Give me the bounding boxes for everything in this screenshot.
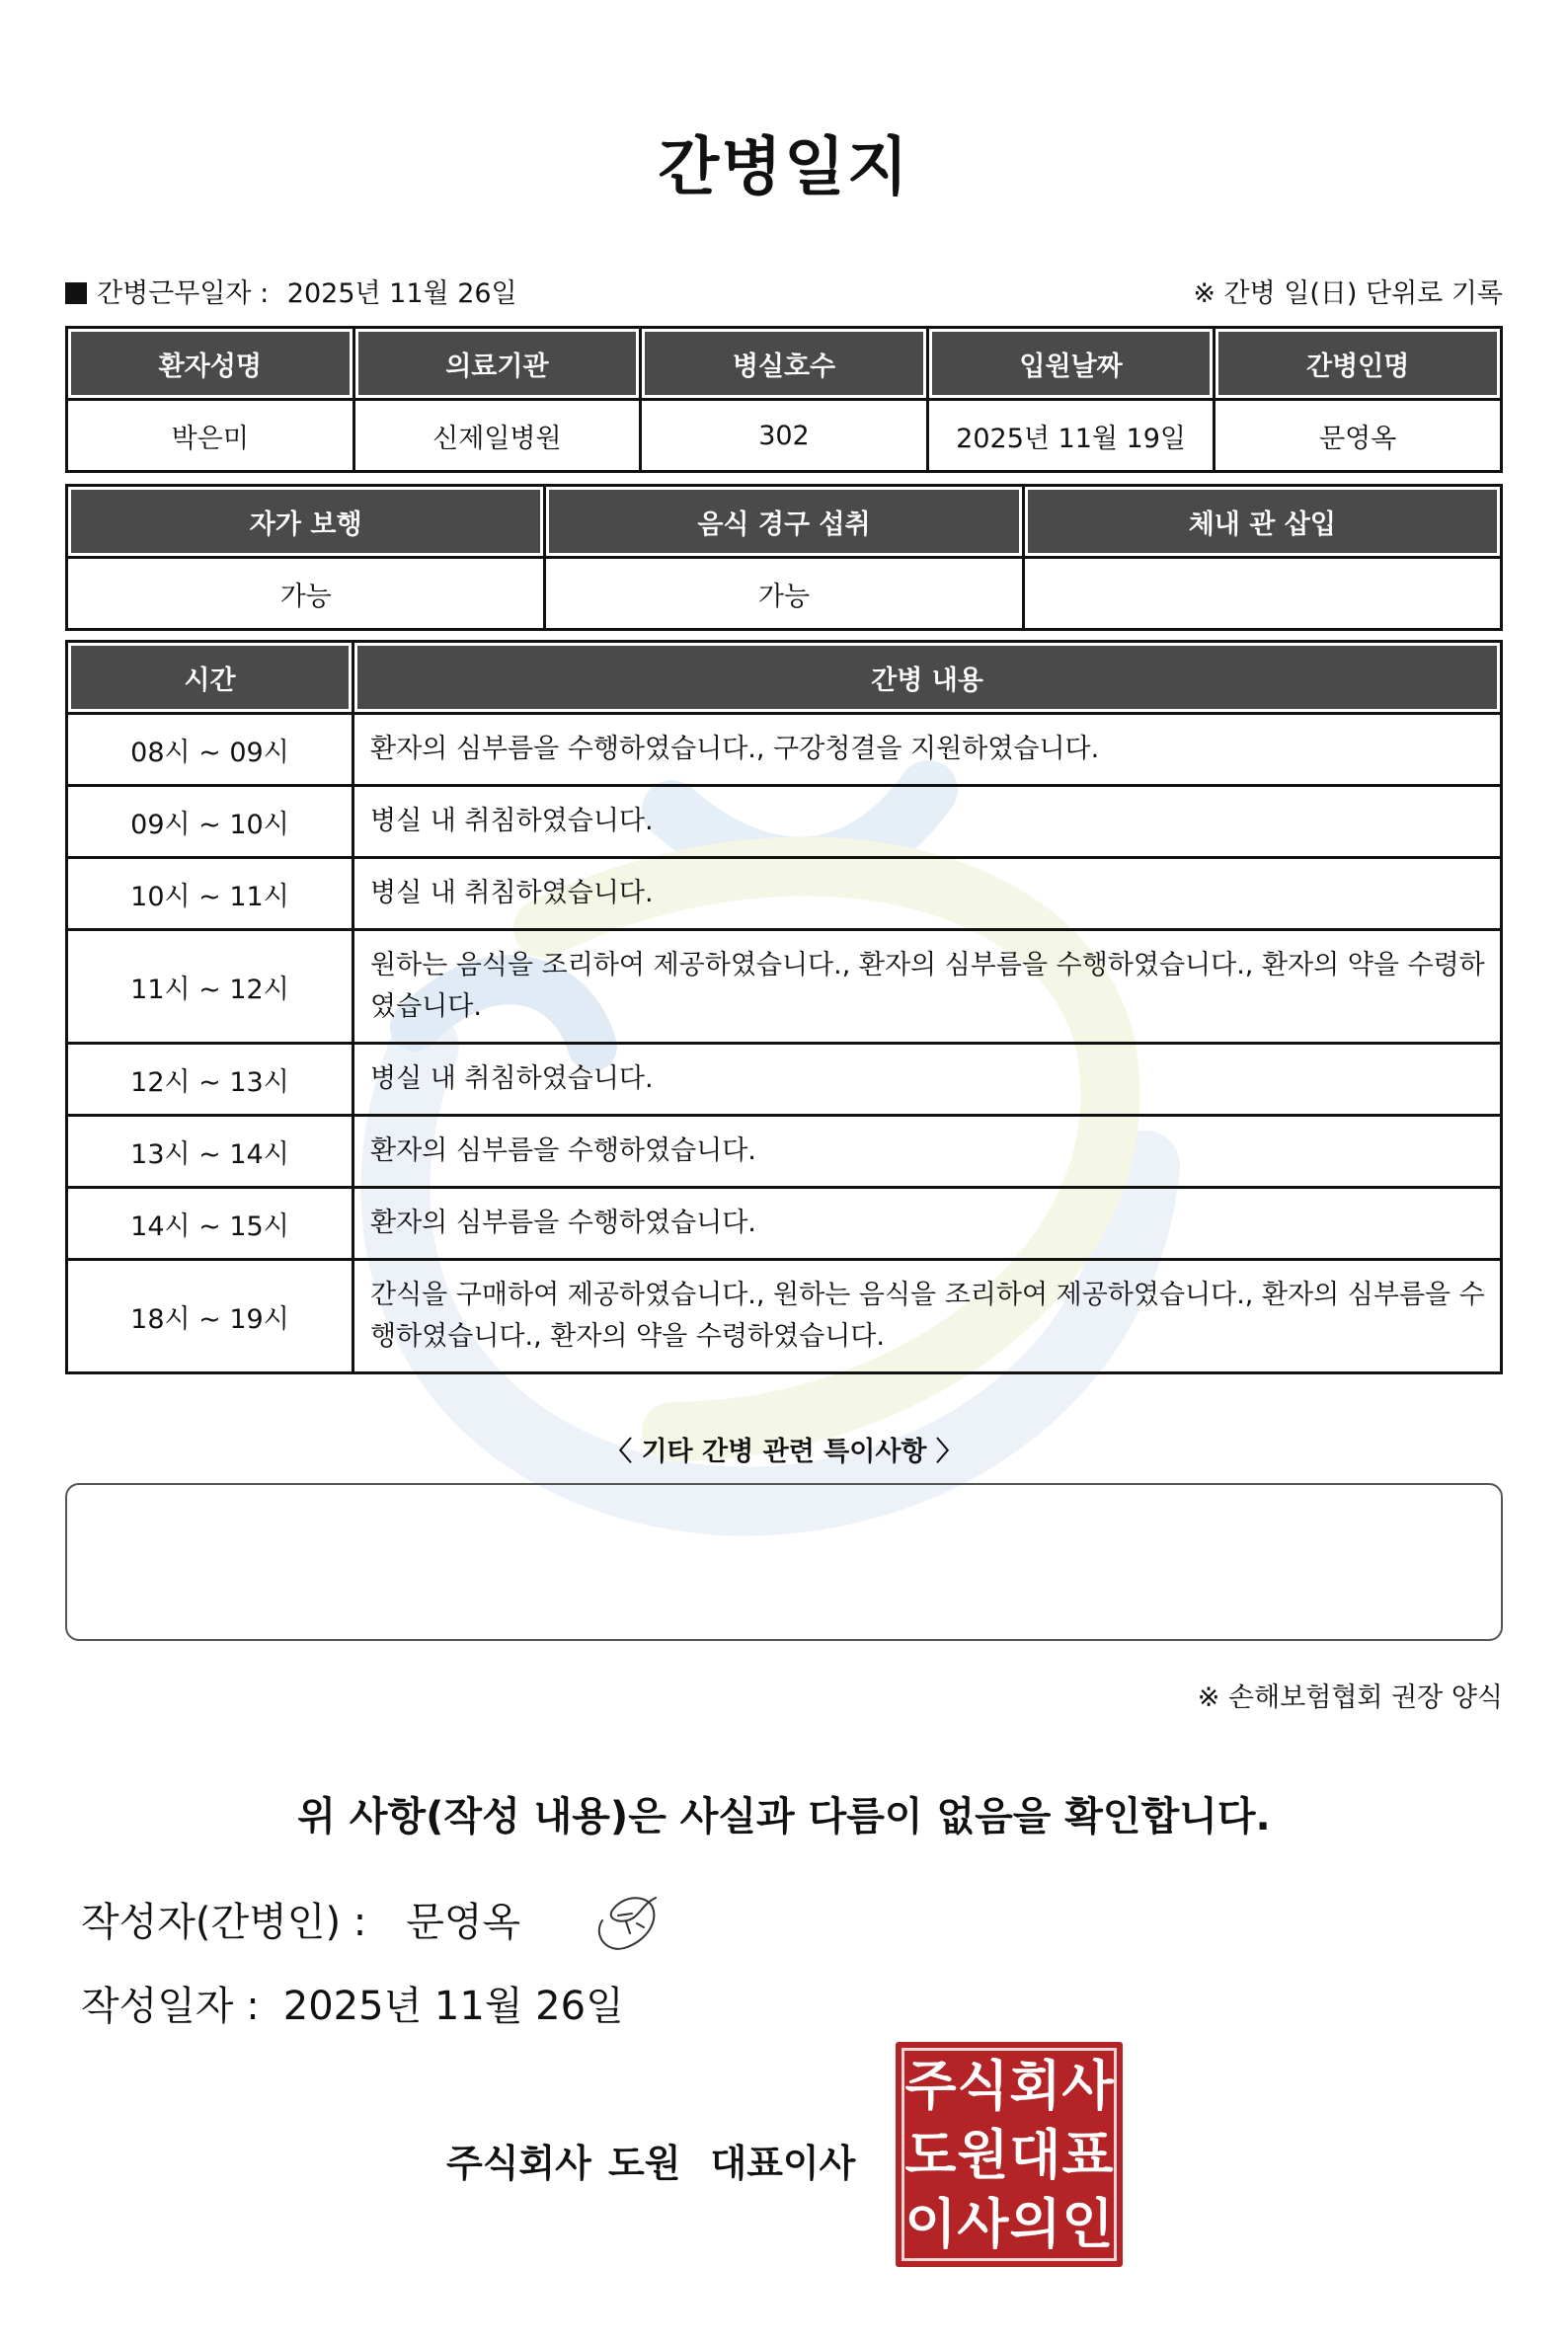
handwritten-signature bbox=[583, 1876, 671, 1965]
oral-intake-value: 가능 bbox=[545, 558, 1023, 630]
header-patient-name: 환자성명 bbox=[67, 328, 354, 400]
care-content: 병실 내 취침하였습니다. bbox=[353, 1044, 1502, 1116]
care-content: 병실 내 취침하였습니다. bbox=[353, 858, 1502, 930]
company-seal-stamp: 주 식 회 사 도 원 대 표 이 사 의 인 bbox=[896, 2042, 1123, 2267]
table-row bbox=[67, 1044, 1502, 1116]
hospital-name: 신제일병원 bbox=[353, 400, 641, 472]
form-source-note: ※ 손해보험협회 권장 양식 bbox=[1197, 1682, 1503, 1713]
tube-insertion-value bbox=[1023, 558, 1501, 630]
table-row bbox=[67, 1260, 1502, 1373]
work-date-label: 간병근무일자 bbox=[97, 278, 252, 309]
remarks-title: 〈 기타 간병 관련 특이사항 〉 bbox=[605, 1437, 963, 1467]
care-content: 원하는 음식을 조리하여 제공하였습니다., 환자의 심부름을 수행하였습니다., 환자의 약을 수령하였습니다. bbox=[353, 930, 1502, 1044]
header-self-walking: 자가 보행 bbox=[67, 486, 545, 558]
remarks-box bbox=[65, 1483, 1503, 1641]
table-row bbox=[67, 930, 1502, 1044]
work-date-line bbox=[65, 272, 517, 310]
writer-name: 문영옥 bbox=[406, 1900, 521, 1945]
caregiver-name: 문영옥 bbox=[1215, 400, 1502, 472]
company-name: 주식회사 도원 bbox=[446, 2142, 681, 2185]
table-row bbox=[67, 858, 1502, 930]
care-content: 병실 내 취침하였습니다. bbox=[353, 786, 1502, 858]
time-slot: 10시 ~ 11시 bbox=[67, 858, 353, 930]
time-slot: 12시 ~ 13시 bbox=[67, 1044, 353, 1116]
bullet-square-icon bbox=[65, 282, 87, 304]
care-content: 환자의 심부름을 수행하였습니다., 구강청결을 지원하였습니다. bbox=[353, 714, 1502, 786]
confirmation-statement: 위 사항(작성 내용)은 사실과 다름이 없음을 확인합니다. bbox=[297, 1794, 1271, 1839]
self-walking-value: 가능 bbox=[67, 558, 545, 630]
time-slot: 08시 ~ 09시 bbox=[67, 714, 353, 786]
header-time: 시간 bbox=[67, 642, 353, 714]
table-row bbox=[67, 1116, 1502, 1188]
care-log-table bbox=[65, 640, 1503, 1374]
company-title: 대표이사 bbox=[710, 2142, 856, 2185]
time-slot: 14시 ~ 15시 bbox=[67, 1188, 353, 1260]
header-care-content: 간병 내용 bbox=[353, 642, 1502, 714]
record-unit-note: ※ 간병 일(日) 단위로 기록 bbox=[1193, 278, 1503, 309]
header-tube-insertion: 체내 관 삽입 bbox=[1023, 486, 1501, 558]
time-slot: 11시 ~ 12시 bbox=[67, 930, 353, 1044]
time-slot: 13시 ~ 14시 bbox=[67, 1116, 353, 1188]
header-oral-intake: 음식 경구 섭취 bbox=[545, 486, 1023, 558]
work-date-value: 2025년 11월 26일 bbox=[286, 278, 517, 309]
date-label: 작성일자 : bbox=[81, 1984, 260, 2029]
table-row bbox=[67, 1188, 1502, 1260]
writer-label: 작성자(간병인) : bbox=[81, 1900, 367, 1945]
care-content: 환자의 심부름을 수행하였습니다. bbox=[353, 1188, 1502, 1260]
care-content: 환자의 심부름을 수행하였습니다. bbox=[353, 1116, 1502, 1188]
patient-name: 박은미 bbox=[67, 400, 354, 472]
writer-line bbox=[81, 1891, 520, 1947]
header-caregiver-name: 간병인명 bbox=[1215, 328, 1502, 400]
date-value: 2025년 11월 26일 bbox=[282, 1984, 624, 2029]
care-content: 간식을 구매하여 제공하였습니다., 원하는 음식을 조리하여 제공하였습니다., 환자의 심부름을 수행하였습니다., 환자의 약을 수령하였습니다. bbox=[353, 1260, 1502, 1373]
table-row bbox=[67, 714, 1502, 786]
document-title: 간병일지 bbox=[658, 131, 910, 204]
date-line bbox=[81, 1975, 624, 2031]
company-signatory bbox=[446, 2133, 855, 2187]
time-slot: 18시 ~ 19시 bbox=[67, 1260, 353, 1373]
patient-info-table bbox=[65, 326, 1503, 473]
patient-ability-table bbox=[65, 484, 1503, 631]
admission-date: 2025년 11월 19일 bbox=[927, 400, 1215, 472]
work-date-separator: : bbox=[260, 278, 270, 309]
header-hospital: 의료기관 bbox=[353, 328, 641, 400]
header-admission-date: 입원날짜 bbox=[927, 328, 1215, 400]
time-slot: 09시 ~ 10시 bbox=[67, 786, 353, 858]
room-number: 302 bbox=[641, 400, 928, 472]
table-row bbox=[67, 786, 1502, 858]
header-room-number: 병실호수 bbox=[641, 328, 928, 400]
